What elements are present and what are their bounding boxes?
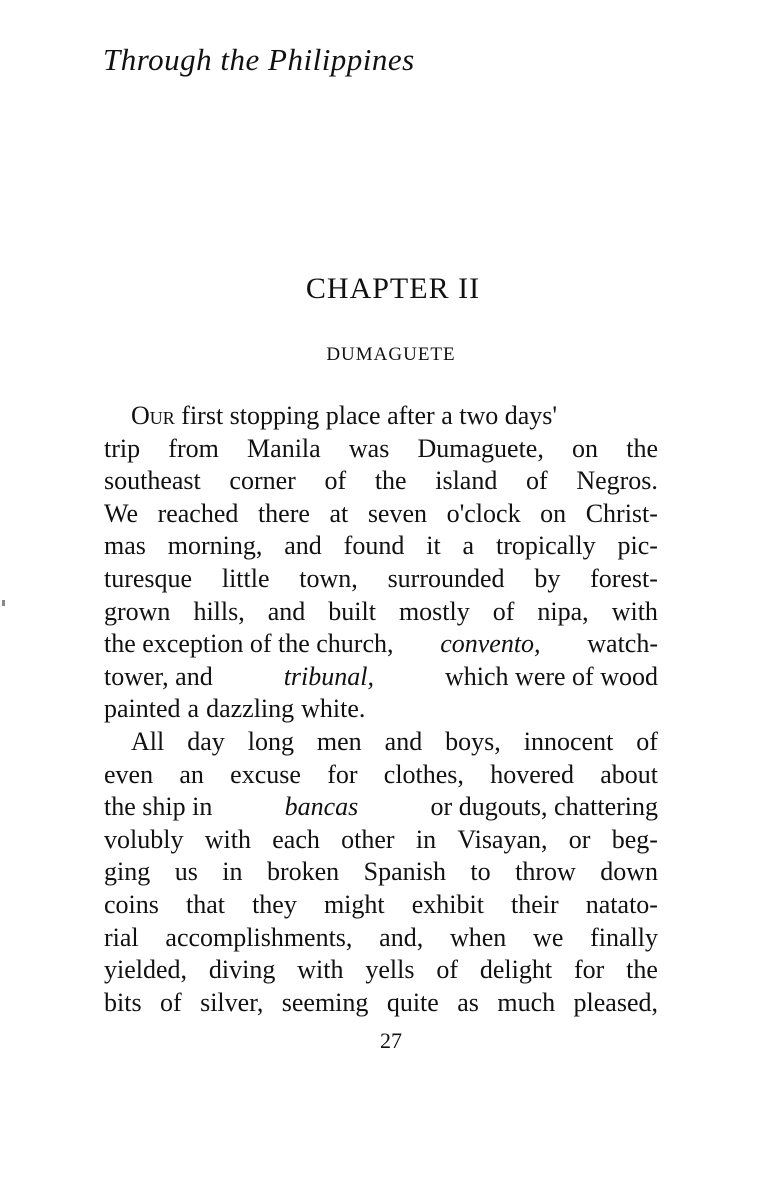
italic-term: bancas bbox=[284, 792, 359, 822]
word: silver, bbox=[200, 987, 264, 1017]
word: We bbox=[104, 498, 138, 528]
word: o'clock bbox=[446, 498, 521, 528]
word: in bbox=[415, 824, 437, 854]
word: by bbox=[534, 563, 561, 593]
drop-lead-word: Our bbox=[131, 401, 175, 430]
word: pic- bbox=[617, 531, 658, 561]
word: yielded, bbox=[104, 955, 188, 985]
word: exhibit bbox=[411, 889, 484, 919]
word: clothes, bbox=[383, 759, 464, 789]
italic-term: tribunal, bbox=[283, 661, 374, 691]
text-segment: or dugouts, chattering bbox=[430, 792, 658, 822]
word: corner bbox=[229, 466, 296, 496]
word: accomplishments, bbox=[165, 922, 353, 952]
word: Visayan, bbox=[457, 824, 548, 854]
word: with bbox=[204, 824, 251, 854]
word: coins bbox=[104, 889, 159, 919]
word: day bbox=[187, 726, 225, 756]
word: they bbox=[252, 889, 297, 919]
word: of bbox=[492, 596, 515, 626]
word: excuse bbox=[230, 759, 301, 789]
word: that bbox=[185, 889, 225, 919]
word: or bbox=[568, 824, 591, 854]
word: us bbox=[174, 857, 198, 887]
word: at bbox=[329, 498, 349, 528]
word: bits bbox=[104, 987, 142, 1017]
body-text bbox=[104, 400, 658, 1019]
word: ging bbox=[104, 857, 151, 887]
word: their bbox=[511, 889, 559, 919]
word: rial bbox=[104, 922, 139, 952]
running-head: Through the Philippines bbox=[103, 42, 415, 77]
text-line bbox=[104, 628, 658, 661]
text-line bbox=[104, 433, 658, 466]
text-segment: which were of wood bbox=[445, 661, 658, 691]
text-line bbox=[104, 987, 658, 1020]
word: surrounded bbox=[387, 563, 505, 593]
chapter-subtitle: DUMAGUETE bbox=[326, 344, 456, 365]
word: morning, bbox=[167, 531, 263, 561]
text-segment: first stopping place after a two days' bbox=[181, 401, 558, 430]
page-number: 27 bbox=[380, 1028, 402, 1053]
word: finally bbox=[590, 922, 658, 952]
text-line bbox=[104, 693, 658, 726]
word: on bbox=[572, 433, 599, 463]
word: the bbox=[374, 466, 407, 496]
word: about bbox=[600, 759, 658, 789]
text-line bbox=[104, 661, 658, 694]
word: Dumaguete, bbox=[417, 433, 544, 463]
text-line bbox=[104, 856, 658, 889]
text-line bbox=[104, 824, 658, 857]
word: tropically bbox=[495, 531, 596, 561]
word: mostly bbox=[398, 596, 470, 626]
text-line bbox=[104, 498, 658, 531]
word: a bbox=[187, 694, 200, 724]
word: for bbox=[573, 955, 605, 985]
word: All bbox=[131, 726, 165, 756]
word: dazzling bbox=[206, 694, 295, 724]
word: Negros. bbox=[576, 466, 658, 496]
text-line bbox=[104, 563, 658, 596]
text-line bbox=[104, 530, 658, 563]
word: when bbox=[449, 922, 507, 952]
text-line bbox=[104, 596, 658, 629]
word: men bbox=[316, 726, 362, 756]
word: and bbox=[384, 726, 423, 756]
word: forest- bbox=[590, 563, 658, 593]
word: of bbox=[526, 466, 548, 496]
word: with bbox=[611, 596, 658, 626]
word: from bbox=[168, 433, 219, 463]
text-line bbox=[104, 889, 658, 922]
text-segment: watch- bbox=[587, 629, 658, 659]
word: pleased, bbox=[573, 987, 658, 1017]
word: the bbox=[626, 433, 658, 463]
word: of bbox=[160, 987, 182, 1017]
text-line bbox=[104, 726, 658, 759]
word: much bbox=[497, 987, 556, 1017]
word: mas bbox=[104, 531, 146, 561]
word: grown bbox=[104, 596, 171, 626]
word: island bbox=[435, 466, 498, 496]
word: on bbox=[540, 498, 567, 528]
word: it bbox=[426, 531, 441, 561]
word: and bbox=[284, 531, 322, 561]
italic-term: convento, bbox=[440, 629, 541, 659]
word: built bbox=[328, 596, 376, 626]
word: natato- bbox=[585, 889, 658, 919]
word: innocent bbox=[523, 726, 614, 756]
word: in bbox=[222, 857, 243, 887]
word: other bbox=[341, 824, 395, 854]
text-line bbox=[104, 759, 658, 792]
word: little bbox=[221, 563, 270, 593]
word: a bbox=[462, 531, 475, 561]
text-segment: tower, and bbox=[104, 661, 213, 691]
word: might bbox=[323, 889, 385, 919]
text-segment: the ship in bbox=[104, 792, 213, 822]
scan-mark bbox=[2, 600, 5, 606]
text-segment: the exception of the church, bbox=[104, 629, 394, 659]
word: quite bbox=[386, 987, 439, 1017]
word: as bbox=[457, 987, 479, 1017]
word: volubly bbox=[104, 824, 184, 854]
word: yells bbox=[365, 955, 415, 985]
text-line bbox=[104, 791, 658, 824]
word: trip bbox=[104, 433, 141, 463]
word: the bbox=[626, 955, 658, 985]
word: turesque bbox=[104, 563, 193, 593]
word: long bbox=[247, 726, 294, 756]
word: hovered bbox=[490, 759, 574, 789]
word: boys, bbox=[445, 726, 501, 756]
word: reached bbox=[157, 498, 239, 528]
text-line bbox=[104, 465, 658, 498]
word: was bbox=[348, 433, 390, 463]
word: southeast bbox=[104, 466, 201, 496]
word: seven bbox=[367, 498, 428, 528]
word: delight bbox=[479, 955, 553, 985]
word: an bbox=[179, 759, 204, 789]
word: hills, bbox=[193, 596, 245, 626]
word: Spanish bbox=[363, 857, 446, 887]
word: and, bbox=[379, 922, 424, 952]
text-line bbox=[104, 954, 658, 987]
word: nipa, bbox=[537, 596, 589, 626]
word: each bbox=[272, 824, 320, 854]
chapter-title: CHAPTER II bbox=[305, 272, 481, 305]
word: and bbox=[267, 596, 306, 626]
word: down bbox=[600, 857, 658, 887]
word: throw bbox=[515, 857, 576, 887]
word: painted bbox=[104, 694, 181, 724]
text-line bbox=[104, 922, 658, 955]
word: broken bbox=[266, 857, 340, 887]
text-line bbox=[104, 400, 658, 433]
word: white. bbox=[301, 694, 366, 724]
word: seeming bbox=[281, 987, 369, 1017]
word: found bbox=[343, 531, 405, 561]
word: of bbox=[324, 466, 347, 496]
word: diving bbox=[208, 955, 276, 985]
word: to bbox=[470, 857, 491, 887]
word: for bbox=[327, 759, 358, 789]
word: Christ- bbox=[585, 498, 658, 528]
word: we bbox=[533, 922, 564, 952]
word: even bbox=[104, 759, 154, 789]
word: of bbox=[636, 726, 658, 756]
word: town, bbox=[299, 563, 358, 593]
word: Manila bbox=[247, 433, 321, 463]
word: there bbox=[257, 498, 310, 528]
word: beg- bbox=[611, 824, 658, 854]
word: with bbox=[297, 955, 344, 985]
word: of bbox=[436, 955, 458, 985]
